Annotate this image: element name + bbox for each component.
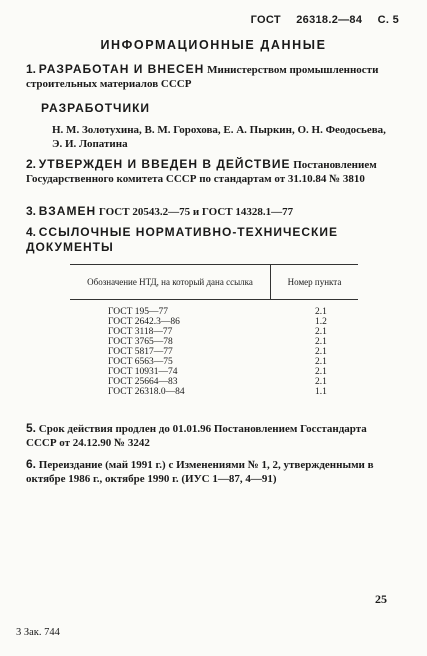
table-row (70, 387, 358, 397)
developers-heading: РАЗРАБОТЧИКИ (41, 101, 151, 115)
item-1-number: 1. (26, 62, 37, 76)
item-6-text: Переиздание (май 1991 г.) с Изменениями № 1, 2, утвержденными в октябре 1986 г., октябре 1990 г. (ИУС 1—87, 4—91) (26, 459, 374, 485)
page-number: 25 (375, 592, 387, 606)
table-cell-document: ГОСТ 3118—77 (108, 327, 173, 337)
item-1 (26, 63, 396, 91)
table-cell-document: ГОСТ 5817—77 (108, 347, 173, 357)
item-6-number: 6. (26, 457, 37, 471)
item-3-text: ГОСТ 20543.2—75 и ГОСТ 14328.1—77 (96, 206, 294, 218)
table-cell-document: ГОСТ 25664—83 (108, 377, 178, 387)
table-cell-clause: 2.1 (315, 377, 327, 387)
item-6 (26, 458, 396, 486)
table-cell-document: ГОСТ 195—77 (108, 307, 168, 317)
table-body (70, 307, 358, 397)
table-header (70, 264, 358, 300)
item-1-caption: РАЗРАБОТАН И ВНЕСЕН (38, 62, 205, 76)
header-gost: ГОСТ (250, 14, 281, 26)
item-3-number: 3. (26, 204, 37, 218)
table-cell-clause: 2.1 (315, 367, 327, 377)
section-title: ИНФОРМАЦИОННЫЕ ДАННЫЕ (100, 38, 327, 52)
table-row (70, 367, 358, 377)
item-4-caption: ССЫЛОЧНЫЕ НОРМАТИВНО-ТЕХНИЧЕСКИЕ ДОКУМЕНТЫ (26, 225, 338, 254)
table-row (70, 307, 358, 317)
header-page: С. 5 (377, 14, 399, 26)
table-cell-document: ГОСТ 6563—75 (108, 357, 173, 367)
table-header-clause: Номер пункта (287, 277, 342, 287)
table-cell-document: ГОСТ 2642.3—86 (108, 317, 180, 327)
table-row (70, 377, 358, 387)
table-cell-document: ГОСТ 10931—74 (108, 367, 178, 377)
table-cell-clause: 1.1 (315, 387, 327, 397)
table-row (70, 327, 358, 337)
table-row (70, 337, 358, 347)
item-5-number: 5. (26, 421, 37, 435)
table-cell-clause: 2.1 (315, 307, 327, 317)
print-order-note: 3 Зак. 744 (16, 627, 60, 638)
table-cell-document: ГОСТ 26318.0—84 (108, 387, 185, 397)
item-4 (26, 226, 396, 255)
item-2 (26, 158, 396, 186)
item-5-text: Срок действия продлен до 01.01.96 Постановлением Госстандарта СССР от 24.12.90 № 3242 (26, 423, 367, 449)
table-cell-clause: 2.1 (315, 357, 327, 367)
item-4-number: 4. (26, 225, 37, 239)
table-header-document: Обозначение НТД, на который дана ссылка (70, 265, 271, 299)
table-row (70, 317, 358, 327)
item-1-text: Министерством промышленности строительных материалов СССР (26, 64, 379, 90)
table-row (70, 347, 358, 357)
item-3 (26, 205, 396, 220)
item-2-caption: УТВЕРЖДЕН И ВВЕДЕН В ДЕЙСТВИЕ (38, 157, 291, 171)
table-cell-clause: 2.1 (315, 347, 327, 357)
running-header (239, 14, 399, 26)
table-cell-document: ГОСТ 3765—78 (108, 337, 173, 347)
item-3-caption: ВЗАМЕН (38, 204, 97, 218)
table-cell-clause: 2.1 (315, 327, 327, 337)
developers-names: Н. М. Золотухина, В. М. Горохова, Е. А. Пыркин, О. Н. Феодосьева, Э. И. Лопатина (52, 124, 386, 150)
table-cell-clause: 1.2 (315, 317, 327, 327)
header-code: 26318.2—84 (296, 14, 363, 26)
table-cell-clause: 2.1 (315, 337, 327, 347)
references-table (70, 264, 358, 397)
item-2-number: 2. (26, 157, 37, 171)
item-2-text: Постановлением Государственного комитета СССР по стандартам от 31.10.84 № 3810 (26, 159, 377, 185)
item-5 (26, 422, 396, 450)
table-row (70, 357, 358, 367)
